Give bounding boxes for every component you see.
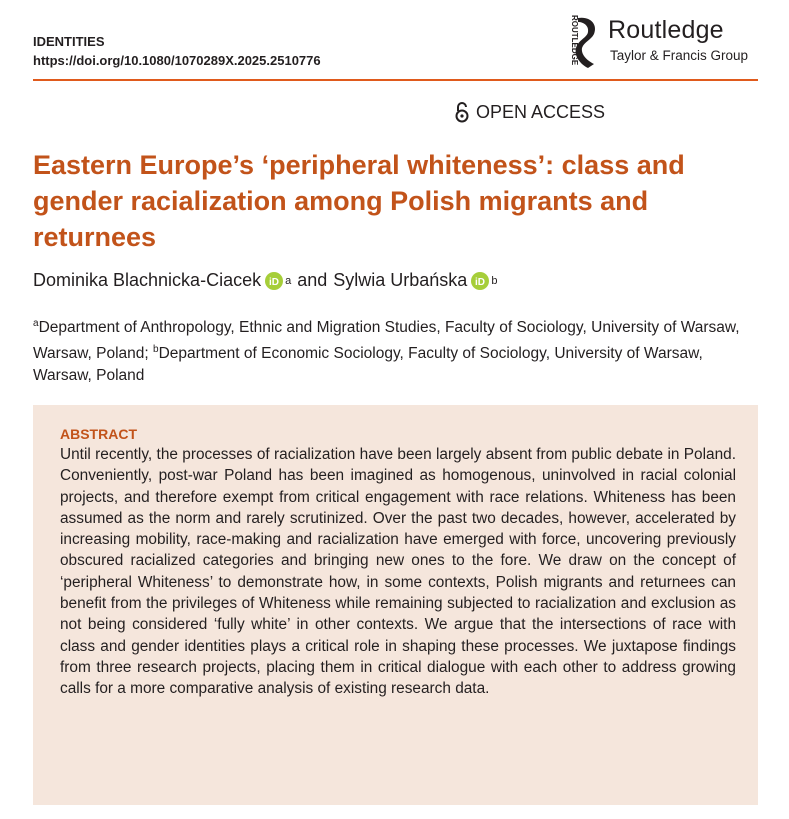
- doi-link[interactable]: https://doi.org/10.1080/1070289X.2025.2510776: [33, 53, 321, 68]
- routledge-mark-icon: [560, 12, 604, 70]
- affil-mark: a: [33, 318, 39, 329]
- affiliations: [33, 313, 761, 387]
- header-divider: [33, 79, 758, 81]
- journal-name: IDENTITIES: [33, 34, 105, 49]
- affiliation-a: Department of Anthropology, Ethnic and Migration Studies, Faculty of Sociology, University of Warsaw, Warsaw, Poland;: [33, 319, 740, 363]
- author-name: Sylwia Urbańska: [333, 270, 468, 290]
- author-list: [33, 270, 497, 291]
- svg-text:iD: iD: [475, 276, 486, 288]
- author-affil-mark: a: [285, 274, 292, 287]
- author-affil-mark: b: [491, 274, 498, 287]
- open-lock-icon: [454, 101, 470, 123]
- open-access-label: OPEN ACCESS: [476, 101, 606, 122]
- orcid-icon[interactable]: [265, 272, 283, 290]
- publisher-group: Taylor & Francis Group: [610, 48, 749, 63]
- svg-text:iD: iD: [269, 276, 280, 288]
- open-access-badge: [454, 99, 605, 125]
- journal-header: [33, 32, 321, 70]
- affiliation-b: Department of Economic Sociology, Faculty of Sociology, University of Warsaw, Warsaw, Poland: [33, 345, 703, 385]
- orcid-icon[interactable]: [471, 272, 489, 290]
- abstract-box: [33, 405, 758, 805]
- affil-mark: b: [153, 344, 159, 356]
- abstract-text: Until recently, the processes of racialization have been largely absent from public debate in Poland. Conveniently, post-war Poland has been imagined as homogenous, uninvolved in racial colonial projects, and therefore exempt from critical engagement with race relations. Whiteness has been assumed as the norm and rarely scrutinized. Over the past two decades, however, accelerated by increasing mobility, race-making and racialization have emerged with force, uncovering previously obscured racialized categories and bringing new ones to the fore. We draw on the concept of ‘peripheral Whiteness’ to demonstrate how, in some contexts, Polish migrants and returnees can benefit from the privileges of Whiteness while remaining subjected to racialization and exclusion as not being considered ‘fully white’ in other contexts. We argue that the intersections of race with class and gender identities plays a critical role in shaping these processes. We juxtapose findings from three research projects, placing them in critical dialogue with each other to address growing calls for a more comparative analysis of existing research data.: [60, 446, 736, 698]
- routledge-logo-text: ROUTLEDGE: [570, 15, 579, 66]
- publisher-name: Routledge: [608, 16, 724, 44]
- publisher-logo: [560, 8, 780, 72]
- author-connector: and: [297, 270, 328, 290]
- article-title: Eastern Europe’s ‘peripheral whiteness’: class and gender racialization among Polish migrants and returnees: [33, 150, 685, 252]
- abstract-heading: ABSTRACT: [60, 426, 137, 442]
- author-name: Dominika Blachnicka-Ciacek: [33, 270, 262, 290]
